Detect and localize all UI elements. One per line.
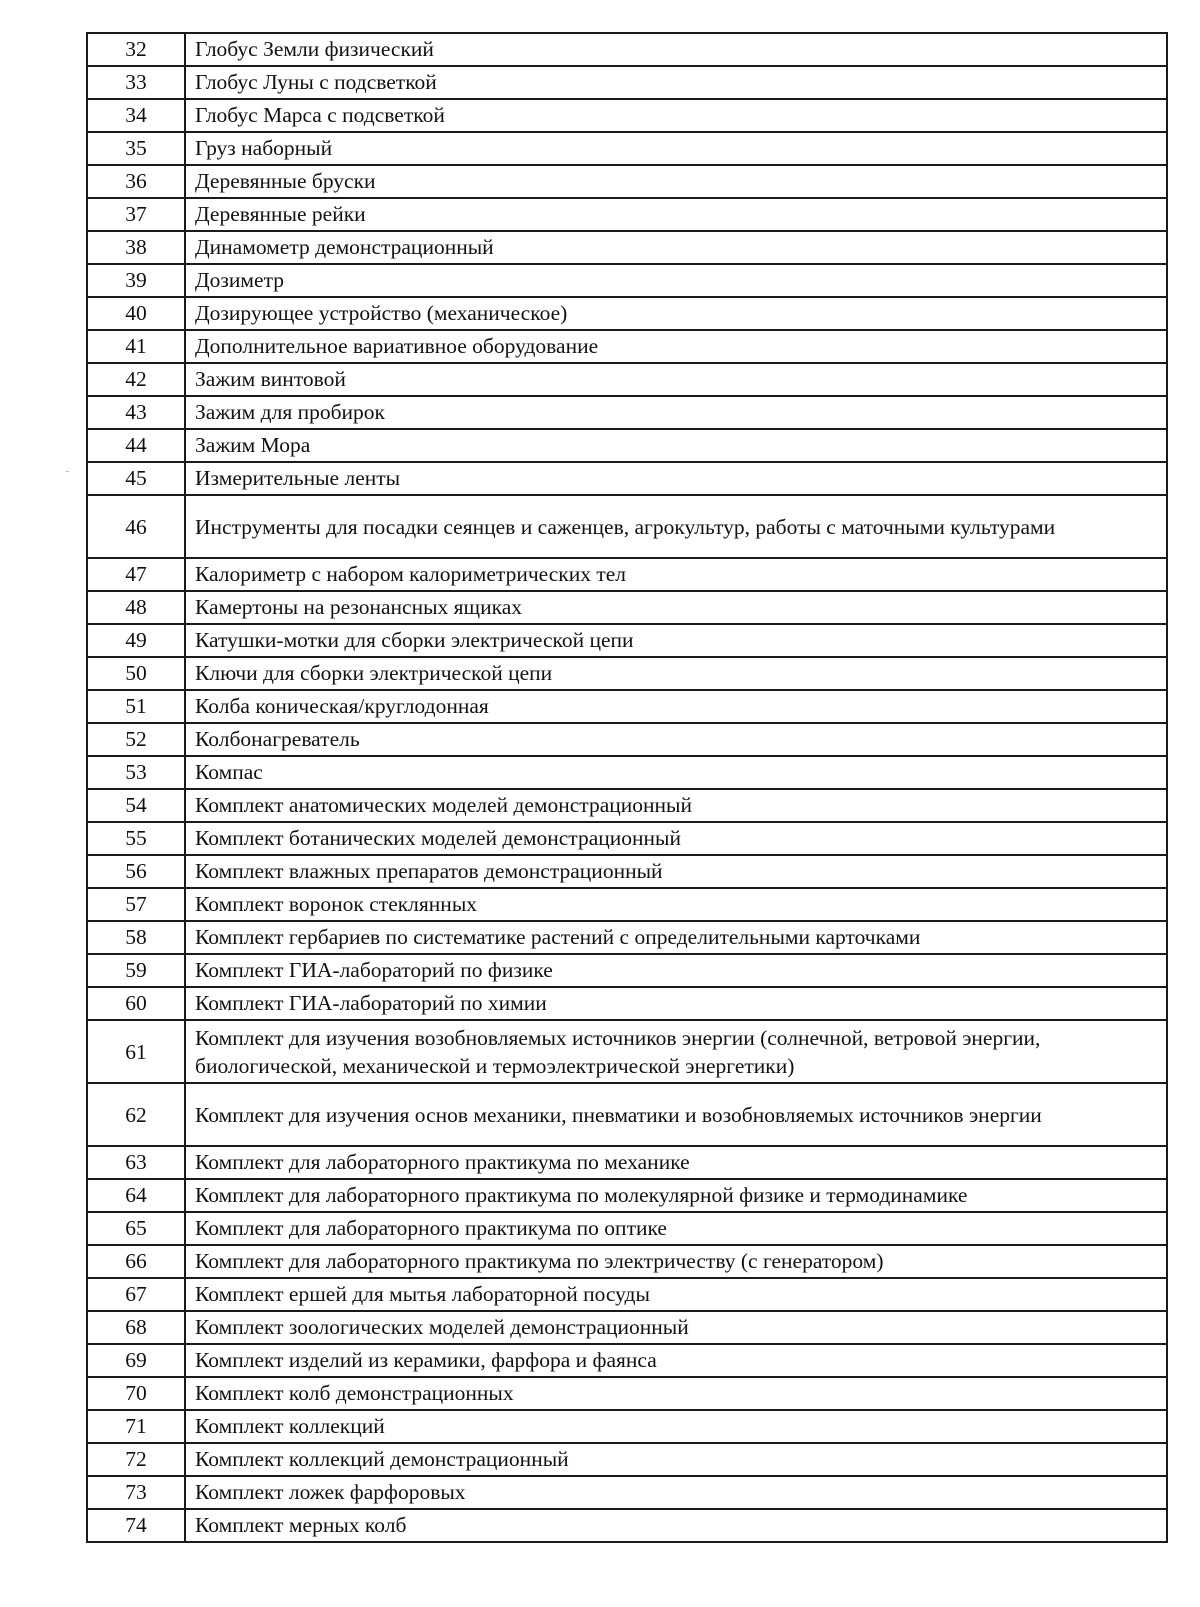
row-number: 63 — [87, 1146, 185, 1179]
item-name: Дополнительное вариативное оборудование — [185, 330, 1167, 363]
row-number: 44 — [87, 429, 185, 462]
table-row — [87, 297, 1167, 330]
table-row — [87, 789, 1167, 822]
table-row — [87, 66, 1167, 99]
item-name: Инструменты для посадки сеянцев и саженцев, агрокультур, работы с маточными культурами — [185, 495, 1167, 558]
row-number: 62 — [87, 1083, 185, 1146]
row-number: 32 — [87, 33, 185, 66]
table-row — [87, 822, 1167, 855]
row-number: 37 — [87, 198, 185, 231]
row-number: 48 — [87, 591, 185, 624]
item-name: Комплект ложек фарфоровых — [185, 1476, 1167, 1509]
item-name: Комплект для изучения возобновляемых источников энергии (солнечной, ветровой энергии, биологической, механической и термоэлектрической энергетики) — [185, 1020, 1167, 1083]
item-name: Камертоны на резонансных ящиках — [185, 591, 1167, 624]
item-name: Дозиметр — [185, 264, 1167, 297]
row-number: 33 — [87, 66, 185, 99]
item-name: Глобус Марса с подсветкой — [185, 99, 1167, 132]
row-number: 53 — [87, 756, 185, 789]
item-name: Зажим Мора — [185, 429, 1167, 462]
item-name: Комплект коллекций демонстрационный — [185, 1443, 1167, 1476]
table-row — [87, 1443, 1167, 1476]
table-row — [87, 558, 1167, 591]
row-number: 69 — [87, 1344, 185, 1377]
table-row — [87, 330, 1167, 363]
table-row — [87, 495, 1167, 558]
item-name: Комплект гербариев по систематике растений с определительными карточками — [185, 921, 1167, 954]
row-number: 68 — [87, 1311, 185, 1344]
row-number: 34 — [87, 99, 185, 132]
table-row — [87, 1245, 1167, 1278]
item-name: Катушки-мотки для сборки электрической цепи — [185, 624, 1167, 657]
table-row — [87, 1179, 1167, 1212]
scan-artifact — [66, 471, 69, 472]
equipment-table-body — [87, 33, 1167, 1542]
table-row — [87, 165, 1167, 198]
row-number: 43 — [87, 396, 185, 429]
item-name: Комплект зоологических моделей демонстрационный — [185, 1311, 1167, 1344]
item-name: Ключи для сборки электрической цепи — [185, 657, 1167, 690]
table-row — [87, 888, 1167, 921]
table-row — [87, 1083, 1167, 1146]
row-number: 46 — [87, 495, 185, 558]
row-number: 40 — [87, 297, 185, 330]
row-number: 54 — [87, 789, 185, 822]
item-name: Комплект для лабораторного практикума по механике — [185, 1146, 1167, 1179]
table-row — [87, 756, 1167, 789]
table-row — [87, 396, 1167, 429]
table-row — [87, 1344, 1167, 1377]
item-name: Комплект ГИА-лабораторий по химии — [185, 987, 1167, 1020]
table-row — [87, 198, 1167, 231]
table-row — [87, 264, 1167, 297]
row-number: 66 — [87, 1245, 185, 1278]
table-row — [87, 1509, 1167, 1542]
row-number: 70 — [87, 1377, 185, 1410]
row-number: 45 — [87, 462, 185, 495]
row-number: 57 — [87, 888, 185, 921]
row-number: 36 — [87, 165, 185, 198]
table-row — [87, 1476, 1167, 1509]
table-row — [87, 954, 1167, 987]
table-row — [87, 1278, 1167, 1311]
item-name: Комплект влажных препаратов демонстрационный — [185, 855, 1167, 888]
item-name: Комплект мерных колб — [185, 1509, 1167, 1542]
table-row — [87, 33, 1167, 66]
item-name: Комплект для лабораторного практикума по молекулярной физике и термодинамике — [185, 1179, 1167, 1212]
table-row — [87, 657, 1167, 690]
item-name: Комплект воронок стеклянных — [185, 888, 1167, 921]
row-number: 52 — [87, 723, 185, 756]
table-row — [87, 690, 1167, 723]
table-row — [87, 363, 1167, 396]
table-row — [87, 1377, 1167, 1410]
table-row — [87, 99, 1167, 132]
item-name: Компас — [185, 756, 1167, 789]
table-row — [87, 1410, 1167, 1443]
row-number: 41 — [87, 330, 185, 363]
item-name: Деревянные рейки — [185, 198, 1167, 231]
row-number: 61 — [87, 1020, 185, 1083]
row-number: 74 — [87, 1509, 185, 1542]
table-row — [87, 1212, 1167, 1245]
table-row — [87, 921, 1167, 954]
row-number: 50 — [87, 657, 185, 690]
item-name: Комплект колб демонстрационных — [185, 1377, 1167, 1410]
row-number: 60 — [87, 987, 185, 1020]
item-name: Глобус Земли физический — [185, 33, 1167, 66]
item-name: Комплект для лабораторного практикума по электричеству (с генератором) — [185, 1245, 1167, 1278]
item-name: Дозирующее устройство (механическое) — [185, 297, 1167, 330]
table-row — [87, 1311, 1167, 1344]
item-name: Колба коническая/круглодонная — [185, 690, 1167, 723]
row-number: 51 — [87, 690, 185, 723]
row-number: 56 — [87, 855, 185, 888]
item-name: Зажим винтовой — [185, 363, 1167, 396]
table-row — [87, 132, 1167, 165]
table-row — [87, 1020, 1167, 1083]
row-number: 73 — [87, 1476, 185, 1509]
row-number: 71 — [87, 1410, 185, 1443]
table-row — [87, 855, 1167, 888]
item-name: Комплект для изучения основ механики, пневматики и возобновляемых источников энергии — [185, 1083, 1167, 1146]
item-name: Комплект ершей для мытья лабораторной посуды — [185, 1278, 1167, 1311]
row-number: 64 — [87, 1179, 185, 1212]
item-name: Динамометр демонстрационный — [185, 231, 1167, 264]
row-number: 67 — [87, 1278, 185, 1311]
equipment-table — [86, 32, 1168, 1543]
table-row — [87, 723, 1167, 756]
item-name: Комплект для лабораторного практикума по оптике — [185, 1212, 1167, 1245]
item-name: Комплект анатомических моделей демонстрационный — [185, 789, 1167, 822]
item-name: Комплект коллекций — [185, 1410, 1167, 1443]
item-name: Измерительные ленты — [185, 462, 1167, 495]
item-name: Деревянные бруски — [185, 165, 1167, 198]
table-row — [87, 462, 1167, 495]
item-name: Комплект изделий из керамики, фарфора и фаянса — [185, 1344, 1167, 1377]
row-number: 55 — [87, 822, 185, 855]
item-name: Калориметр с набором калориметрических тел — [185, 558, 1167, 591]
table-row — [87, 591, 1167, 624]
row-number: 49 — [87, 624, 185, 657]
row-number: 72 — [87, 1443, 185, 1476]
row-number: 47 — [87, 558, 185, 591]
row-number: 65 — [87, 1212, 185, 1245]
table-row — [87, 624, 1167, 657]
item-name: Комплект ботанических моделей демонстрационный — [185, 822, 1167, 855]
item-name: Зажим для пробирок — [185, 396, 1167, 429]
row-number: 38 — [87, 231, 185, 264]
row-number: 35 — [87, 132, 185, 165]
table-row — [87, 429, 1167, 462]
row-number: 59 — [87, 954, 185, 987]
row-number: 39 — [87, 264, 185, 297]
table-row — [87, 987, 1167, 1020]
row-number: 58 — [87, 921, 185, 954]
table-row — [87, 231, 1167, 264]
row-number: 42 — [87, 363, 185, 396]
item-name: Колбонагреватель — [185, 723, 1167, 756]
item-name: Комплект ГИА-лабораторий по физике — [185, 954, 1167, 987]
item-name: Глобус Луны с подсветкой — [185, 66, 1167, 99]
item-name: Груз наборный — [185, 132, 1167, 165]
table-row — [87, 1146, 1167, 1179]
